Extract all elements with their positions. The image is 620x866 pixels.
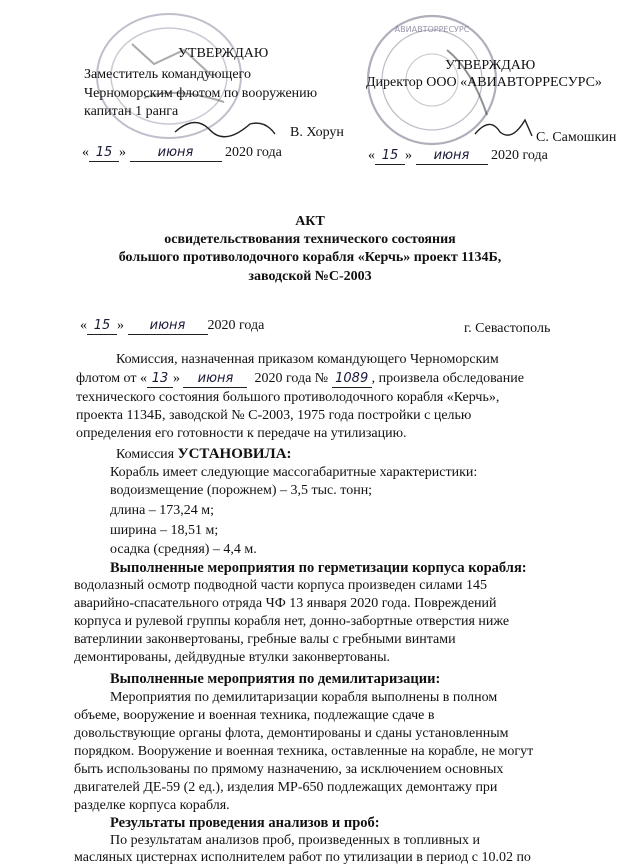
approve-right-label: УТВЕРЖДАЮ [445,58,536,73]
approve-left-year: 2020 года [225,145,282,160]
approve-right-month: июня [416,148,488,165]
section2-line: разделке корпуса корабля. [74,798,230,813]
act-month: июня [128,318,208,335]
section2-line: двигателей ДЕ-59 (2 ед.), изделия МР-650 подлежащих демонтажу при [74,780,498,795]
section3-line: масляных цистернах исполнителем работ по утилизации в период с 10.02 по [74,850,531,865]
intro-line2 [76,371,524,388]
approve-left-line2: Черноморским флотом по вооружению [84,86,318,101]
approve-right-signer: С. Самошкин [536,130,617,145]
section1-line: ватерлинии законвертованы, гребные валы с гребными винтами [74,632,456,647]
intro-l2d: , произвела обследование [371,371,524,386]
section2-line: быть использованы по прямому назначению, за исключением основных [74,762,504,777]
specs-intro: Корабль имеет следующие массогабаритные характеристики: [110,465,478,480]
section1-line: водолазный осмотр подводной части корпуса произведен силами 145 [74,578,488,593]
section-heading-analysis: Результаты проведения анализов и проб: [110,815,380,831]
stamp-right-text: АВИАВТОРРЕСУРС [394,25,470,34]
spec-item: ширина – 18,51 м; [110,523,219,538]
section2-line: объеме, вооружение и военная техника, подлежащие сдаче в [74,708,435,723]
section1-line: корпуса и рулевой группы корабля нет, донно-забортные отверстия ниже [74,614,510,629]
section1-line: аварийно-спасательного отряда ЧФ 13 января 2020 года. Повреждений [74,596,497,611]
document-title-line4: заводской №С-2003 [248,269,372,284]
approve-left-day: 15 [89,145,119,162]
intro-line3: технического состояния большого противолодочного корабля «Керчь», [76,390,500,405]
section-heading-sealing: Выполненные мероприятия по герметизации корпуса корабля: [110,560,527,576]
approve-left-label: УТВЕРЖДАЮ [178,46,269,61]
section1-line: демонтированы, дейдвудные втулки законвертованы. [74,650,390,665]
intro-line4: проекта 1134Б, заводской № С-2003, 1975 года постройки с целью [76,408,472,423]
spec-item: осадка (средняя) – 4,4 м. [110,542,257,557]
intro-l2a: флотом от « [76,371,147,386]
intro-line5: определения его готовности к передаче на утилизацию. [76,426,407,441]
approve-left-line1: Заместитель командующего [84,67,251,82]
approve-right-day: 15 [375,148,405,165]
approve-left-line3: капитан 1 ранга [84,104,179,119]
intro-l2b: » [172,371,180,386]
approve-right-date: « 15 » июня 2020 года [368,148,548,163]
section-heading-demilitarization: Выполненные мероприятия по демилитаризации: [110,671,441,687]
act-date: « 15 » июня 2020 года [80,318,265,333]
established-line [116,446,292,463]
document-title-line3: большого противолодочного корабля «Керчь» проект 1134Б, [118,250,502,265]
order-day: 13 [147,371,173,388]
approve-left-date: « 15 » июня 2020 года [82,145,282,160]
spec-item: длина – 173,24 м; [110,503,215,518]
intro-line1: Комиссия, назначенная приказом командующего Черноморским [116,352,499,367]
section2-line: порядком. Вооружение и военная техника, оставленные на корабле, не могут [74,744,534,759]
established-word: УСТАНОВИЛА: [177,446,292,462]
approve-left-signer: В. Хорун [290,125,344,140]
intro-l2c: 2020 года № [254,371,329,386]
approve-right-year: 2020 года [491,148,548,163]
section2-line: Мероприятия по демилитаризации корабля выполнены в полном [110,690,498,705]
document-title-line2: освидетельствования технического состояния [164,232,456,247]
act-day: 15 [87,318,117,335]
section3-line: По результатам анализов проб, произведенных в топливных и [110,833,480,848]
order-number: 1089 [332,371,372,388]
established-prefix: Комиссия [116,447,178,462]
section2-line: довольствующие органы флота, демонтированы и сданы установленным [74,726,509,741]
order-month: июня [183,371,247,388]
signature-right-icon [470,112,540,142]
signature-left-icon [170,112,280,142]
approve-left-month: июня [130,145,222,162]
document-title: АКТ [295,214,325,229]
act-year: 2020 года [207,318,265,333]
approve-right-line1: Директор ООО «АВИАВТОРРЕСУРС» [366,75,602,90]
spec-item: водоизмещение (порожнем) – 3,5 тыс. тонн; [110,483,373,498]
act-city: г. Севастополь [464,321,551,336]
